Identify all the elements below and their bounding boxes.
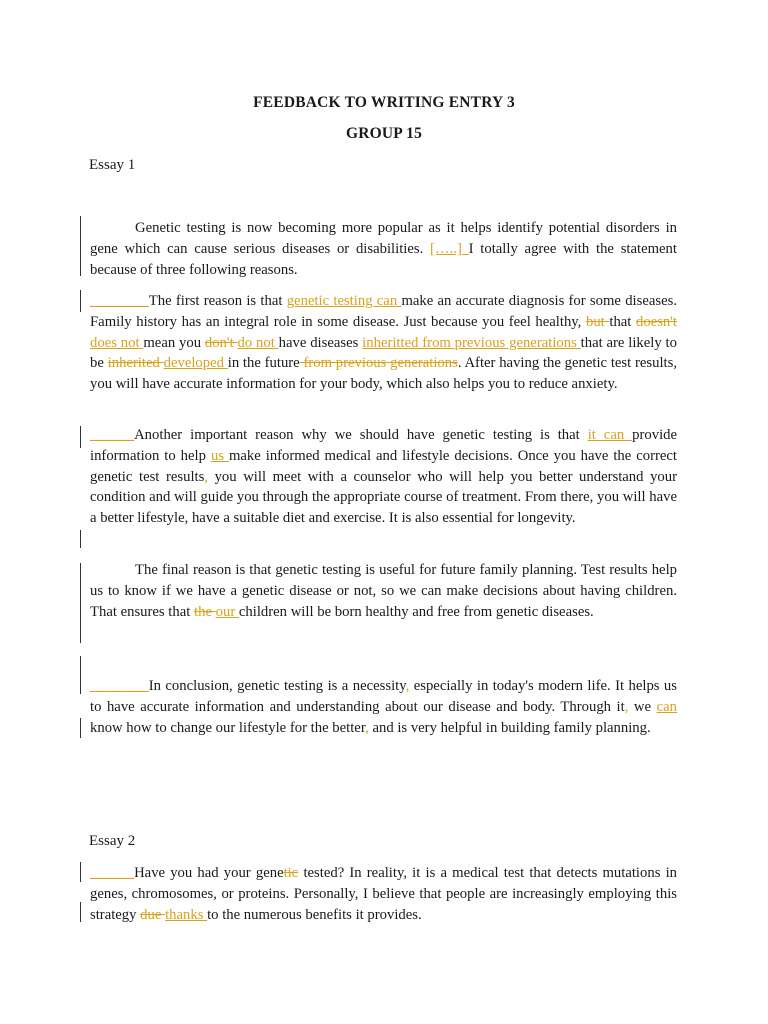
revision-insert: genetic testing can (286, 293, 402, 309)
change-bar (80, 718, 81, 738)
essay-1-paragraph-1: Genetic testing is now becoming more popular as it helps identify potential disorders in gene which can cause serious diseases or disabilities. […..] I totally agree with the statement because of three following reasons. (90, 220, 677, 278)
change-bar (80, 290, 81, 312)
change-bar (80, 426, 81, 448)
revision-insert: do not (237, 334, 279, 351)
revision-insert: […..] (430, 240, 469, 257)
group-heading: GROUP 15 (345, 125, 423, 142)
revision-delete: from previous generations (299, 355, 458, 372)
revision-delete: inherited (107, 355, 164, 372)
revision-insert: our (215, 603, 239, 620)
revision-insert: , (365, 719, 369, 736)
essay-1-label: Essay 1 (89, 157, 136, 173)
revision-delete: don't (204, 334, 238, 351)
revision-insert: can (656, 698, 677, 715)
revision-insert: inheritted from previous generations (362, 334, 581, 351)
revision-insert: thanks (165, 906, 208, 923)
essay-1-paragraph-2: ________The first reason is that genetic testing can make an accurate diagnosis for some diseases. Family history has an integral role in some disease. Just because you feel healthy, but that doesn't does not mean you don't do not have diseases inheritted from previous generations that are likely to be inherited developed in the future from previous generations. After having the genetic test results, you will have accurate information for your body, which also helps you to reduce anxiety. (90, 293, 677, 393)
essay-2-label: Essay 2 (89, 833, 136, 849)
revision-blank: ________ (90, 293, 149, 309)
revision-insert: , (624, 698, 629, 715)
revision-delete: doesn't (636, 313, 677, 330)
revision-insert: us (210, 447, 229, 464)
change-bar (80, 902, 81, 922)
revision-blank: ______ (90, 427, 135, 443)
essay-1-paragraph-3: ______Another important reason why we should have genetic testing is that it can provide information to help us make informed medical and lifestyle decisions. Once you have the correct genetic test results, you will meet with a counselor who will help you better understand your condition and will guide you through the appropriate course of treatment. From there, you will have a better lifestyle, have a suitable diet and exercise. It is also essential for longevity. (90, 427, 678, 527)
revision-blank: ________ (90, 678, 149, 694)
revision-insert: developed (163, 355, 228, 372)
change-bar (80, 862, 81, 882)
change-bar (80, 216, 81, 276)
revision-insert: , (405, 678, 410, 694)
revision-insert: does not (90, 334, 144, 351)
change-bar (80, 530, 81, 548)
document-title: FEEDBACK TO WRITING ENTRY 3 (253, 94, 515, 111)
revision-delete: but (585, 313, 610, 330)
essay-1-paragraph-5: ________In conclusion, genetic testing is a necessity, especially in today's modern life. It helps us to have accurate information and understanding about our disease and body. Through it, we can know how to change our lifestyle for the better, and is very helpful in building family planning. (90, 678, 677, 736)
revision-delete: tic (283, 865, 299, 881)
revision-delete: the (194, 603, 216, 620)
essay-2-paragraph-1: ______Have you had your genetic tested? In reality, it is a medical test that detects mutations in genes, chromosomes, or proteins. Personally, I believe that people are increasingly employing this strategy due thanks to the numerous benefits it provides. (90, 865, 678, 923)
change-bar (80, 656, 81, 694)
revision-insert: it can (587, 427, 633, 443)
essay-1-paragraph-4: The final reason is that genetic testing is useful for future family planning. Test results help us to know if we have a genetic disease or not, so we can make decisions about having children. That ensures that the our children will be born healthy and free from genetic diseases. (90, 562, 677, 620)
revision-insert: , (204, 468, 208, 485)
revision-blank: ______ (90, 865, 135, 881)
change-bar (80, 563, 81, 643)
revision-delete: due (140, 906, 166, 923)
